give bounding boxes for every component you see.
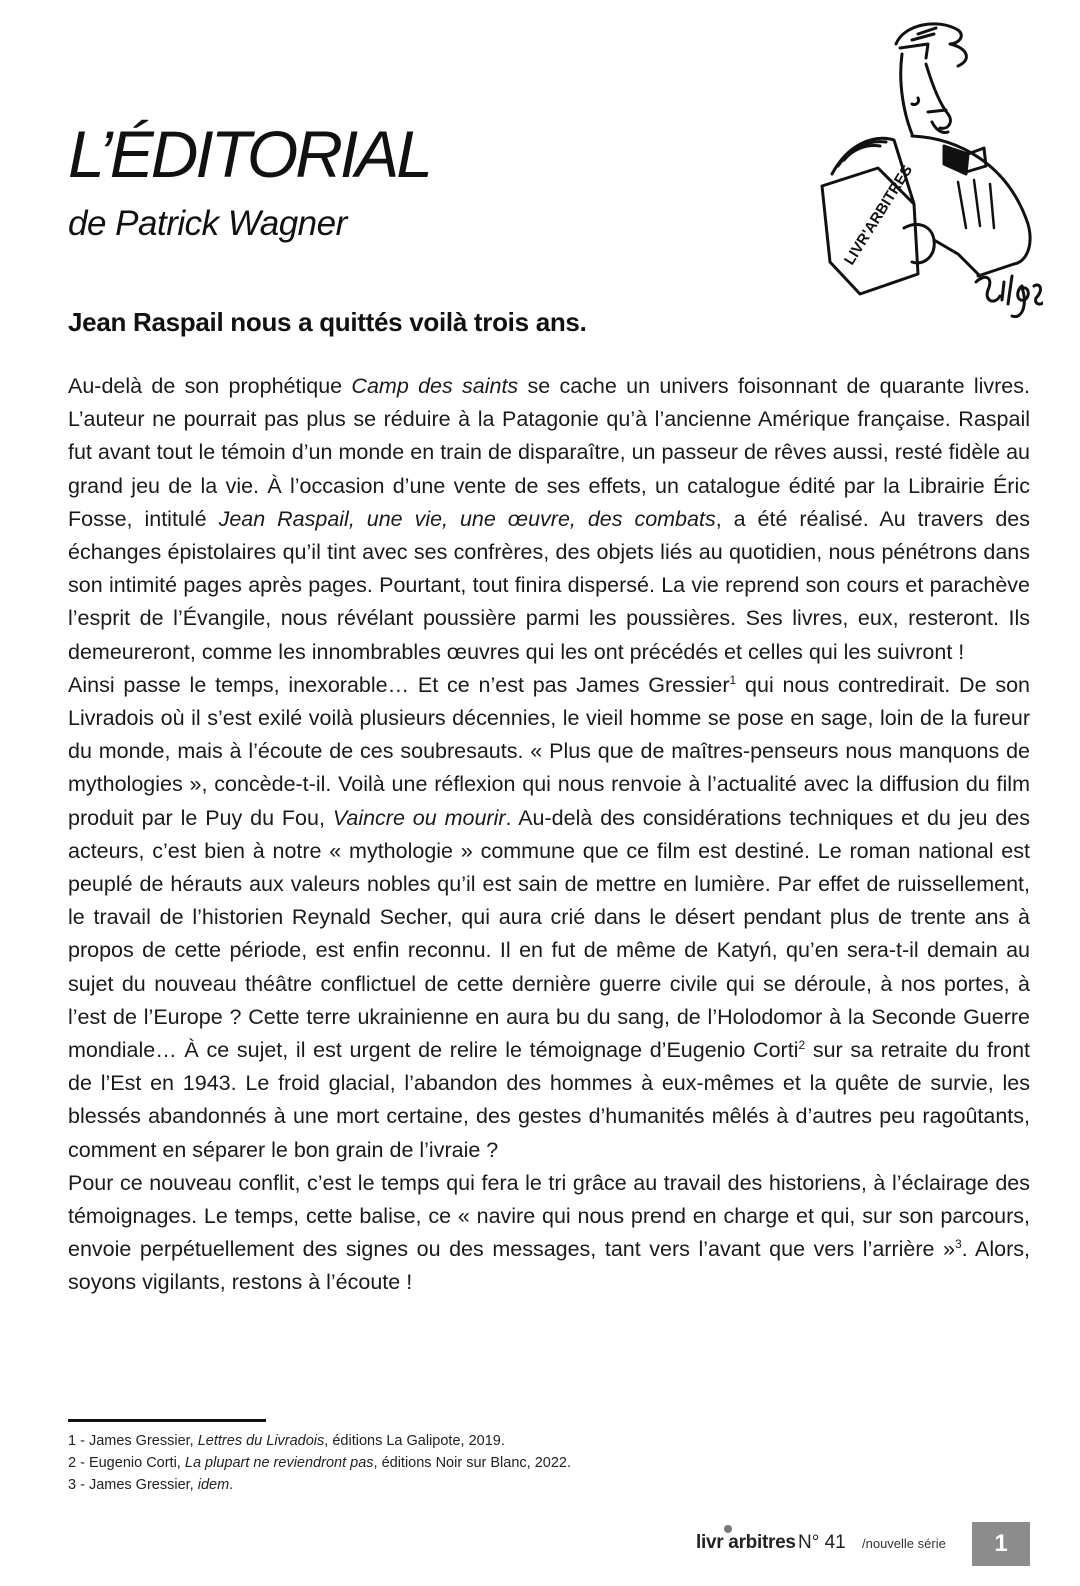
text-run: .: [229, 1477, 234, 1493]
magazine-brand: livr arbitres: [696, 1532, 796, 1553]
text-run: 1 - James Gressier,: [68, 1433, 198, 1449]
italic-title: Vaincre ou mourir: [332, 805, 506, 830]
italic-title: idem: [197, 1477, 230, 1493]
text-run: Au-delà de son prophétique: [68, 374, 352, 398]
text-run: sur sa retraite du front de l’Est en 1943. Le froid glacial, l’abandon des hommes à eux-mêmes et la quête de survie, les blessés abandonnés à une mort certaine, des gestes d’humanités mêlés à d’autres peu ragoûtants, comment en séparer le bon grain de l’ivraie ?: [68, 1038, 1030, 1162]
text-run: . Au-delà des considérations techniques et du jeu des acteurs, c’est bien à notre « mythologie » commune que ce film est destiné. Le roman national est peuplé de hérauts aux valeurs nobles qu’il est sain de mettre en lumière. Par effet de ruissellement, le travail de l’historien Reynald Secher, qui aura crié dans le désert pendant plus de trente ans à propos de cette période, est enfin reconnu. Il en fut de même de Katyń, qu’en sera-t-il demain au sujet du nouveau théâtre conflictuel de cette dernière guerre civile qui se déroule, à nos portes, à l’est de l’Europe ? Cette terre ukrainienne en aura bu du sang, de l’Holodomor à la Seconde Guerre mondiale… À ce sujet, il est urgent de relire le témoignage d’Eugenio Corti: [68, 805, 1030, 1063]
lead-sentence: Jean Raspail nous a quittés voilà trois ans.: [68, 307, 587, 337]
text-run: Pour ce nouveau conflit, c’est le temps qui fera le tri grâce au travail des historiens, à l’éclairage des témoignages. Le temps, cette balise, ce « navire qui nous prend en charge et qui, sur son parcours, envoie perpétuellement des signes ou des messages, tant vers l’avant que vers l’arrière »: [68, 1170, 1030, 1262]
italic-title: Camp des saints: [351, 374, 519, 398]
text-run: qui nous contredirait. De son Livradois où il s’est exilé voilà plusieurs décennies, le vieil homme se pose en sage, loin de la fureur du monde, mais à l’écoute de ces soubresauts. « Plus que de maîtres-penseurs nous manquons de mythologies », concède-t-il. Voilà une réflexion qui nous renvoie à l’actualité avec la diffusion du film produit par le Puy du Fou,: [68, 672, 1030, 830]
text-run: , éditions Noir sur Blanc, 2022.: [373, 1455, 571, 1471]
footnotes: [68, 1430, 571, 1496]
footnote-item: [68, 1452, 571, 1474]
footnote-item: [68, 1430, 571, 1452]
italic-title: La plupart ne reviendront pas: [184, 1455, 374, 1471]
italic-title: Lettres du Livradois: [197, 1433, 325, 1449]
text-run: se cache un univers foisonnant de quarante livres. L’auteur ne pourrait pas plus se réduire à la Patagonie qu’à l’ancienne Amérique française. Raspail fut avant tout le témoin d’un monde en train de disparaître, un passeur de rêves aussi, resté fidèle au grand jeu de la vie. À l’occasion d’une vente de ses effets, un catalogue édité par la Librairie Éric Fosse, intitulé: [68, 374, 1030, 531]
page-number-box: [972, 1522, 1030, 1566]
text-run: , a été réalisé. Au travers des échanges épistolaires qu’il tint avec ses confrères, des objets liés au quotidien, nous pénétrons dans son intimité pages après pages. Pourtant, tout finira dispersé. La vie reprend son cours et parachève l’esprit de l’Évangile, nous révélant poussière parmi les poussières. Ses livres, eux, resteront. Ils demeureront, comme les innombrables œuvres qui les ont précédés et celles qui les suivront !: [68, 506, 1030, 664]
page-footer: [690, 1522, 1030, 1564]
footnote-reference: 3: [955, 1237, 962, 1252]
footnote-divider: [68, 1419, 266, 1422]
body-paragraph: [68, 1167, 1030, 1300]
italic-title: Jean Raspail, une vie, une œuvre, des combats: [218, 506, 716, 531]
author-byline: de Patrick Wagner: [68, 204, 347, 243]
issue-number: N° 41: [798, 1532, 846, 1553]
book-cover-label: LIVR'ARBITRES: [840, 162, 917, 269]
footnote-reference: 2: [798, 1037, 806, 1052]
footnote-reference: 1: [729, 672, 737, 687]
article-body: [68, 370, 1030, 1300]
page-number: 1: [994, 1530, 1008, 1557]
footnote-item: [68, 1474, 571, 1496]
text-run: 3 - James Gressier,: [68, 1477, 198, 1493]
text-run: Ainsi passe le temps, inexorable… Et ce n’est pas James Gressier: [68, 672, 730, 697]
series-label: /nouvelle série: [862, 1536, 946, 1551]
reader-caricature-icon: [808, 14, 1043, 326]
page-title: L’ÉDITORIAL: [68, 117, 430, 191]
text-run: , éditions La Galipote, 2019.: [324, 1433, 505, 1449]
body-paragraph: [68, 669, 1030, 1167]
text-run: . Alors, soyons vigilants, restons à l’écoute !: [68, 1237, 1030, 1295]
text-run: 2 - Eugenio Corti,: [68, 1455, 185, 1471]
body-paragraph: [68, 370, 1030, 669]
